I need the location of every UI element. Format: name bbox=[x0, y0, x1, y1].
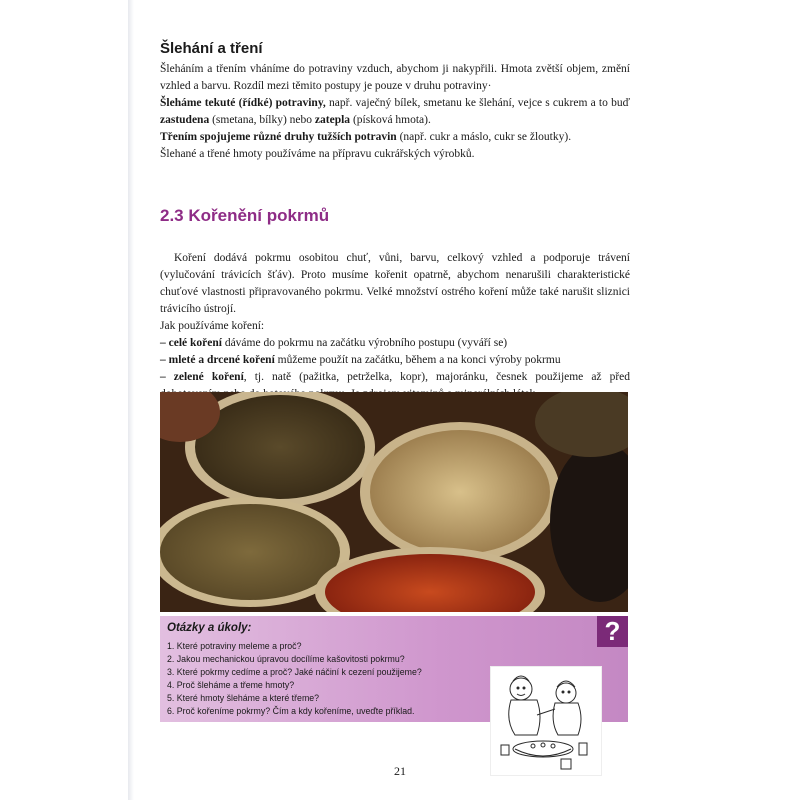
cooks-illustration bbox=[490, 666, 602, 776]
question-item: 4. Proč šleháme a třeme hmoty? bbox=[167, 680, 295, 690]
chapter-use-intro: Jak používáme koření: bbox=[160, 320, 265, 332]
page-edge-shadow bbox=[128, 0, 134, 800]
page-content bbox=[160, 40, 630, 403]
question-mark-icon: ? bbox=[597, 616, 628, 647]
question-item: 2. Jakou mechanickou úpravou docílíme kašovitosti pokrmu? bbox=[167, 654, 405, 664]
section-paragraph-2: Šleháme tekuté (řídké) potraviny, např. vaječný bílek, smetanu ke šlehání, vejce s cukrem a to buď zastudena (smetana, bílky) nebo zatepla (písková hmota). bbox=[160, 97, 631, 126]
question-item: 6. Proč kořeníme pokrmy? Čím a kdy kořeníme, uveďte příklad. bbox=[167, 706, 415, 716]
chapter-paragraph-1: Koření dodává pokrmu osobitou chuť, vůni, barvu, celkový vzhled a podporuje trávení (vylučování trávicích šťáv). Proto musíme kořenit opatrně, abychom nenarušili charakteristické chuťové vlastnosti připravovaného pokrmu. Velké množství ostrého koření může také narušit sliznici trávicího ústrojí. bbox=[160, 252, 630, 315]
questions-list bbox=[167, 640, 487, 718]
question-item: 5. Které hmoty šleháme a které třeme? bbox=[167, 693, 320, 703]
section-title: Šlehání a tření bbox=[160, 40, 263, 57]
section-paragraph-3: Třením spojujeme různé druhy tužších potravin (např. cukr a máslo, cukr se žloutky). bbox=[160, 131, 572, 143]
page-number: 21 bbox=[394, 764, 406, 778]
spacer bbox=[160, 163, 630, 207]
section-paragraph-4: Šlehané a třené hmoty používáme na přípravu cukrářských výrobků. bbox=[160, 148, 475, 160]
question-item: 1. Které potraviny meleme a proč? bbox=[167, 641, 302, 651]
question-item: 3. Které pokrmy cedíme a proč? Jaké náčiní k cezení použijeme? bbox=[167, 667, 422, 677]
cooks-illustration-drawing bbox=[491, 667, 601, 775]
spacer bbox=[160, 224, 630, 250]
spices-photo-image bbox=[160, 392, 628, 612]
list-item: – zelené koření, tj. natě (pažitka, petrželka, kopr), majoránku, česnek použijeme až před bbox=[160, 371, 630, 383]
section-paragraph-1: Šleháním a třením vháníme do potraviny vzduch, abychom ji nakypřili. Hmota zvětší objem, změní vzhled a barvu. Rozdíl mezi těmito postupy je pouze v druhu potraviny· bbox=[160, 63, 630, 92]
list-item: – mleté a drcené koření můžeme použít na začátku, během a na konci výroby pokrmu bbox=[160, 354, 561, 366]
list-item: – celé koření dáváme do pokrmu na začátku výrobního postupu (vyváří se) bbox=[160, 337, 508, 349]
spices-photo bbox=[160, 392, 628, 612]
questions-title: Otázky a úkoly: bbox=[167, 622, 252, 634]
chapter-title: 2.3 Kořenění pokrmů bbox=[160, 206, 330, 225]
